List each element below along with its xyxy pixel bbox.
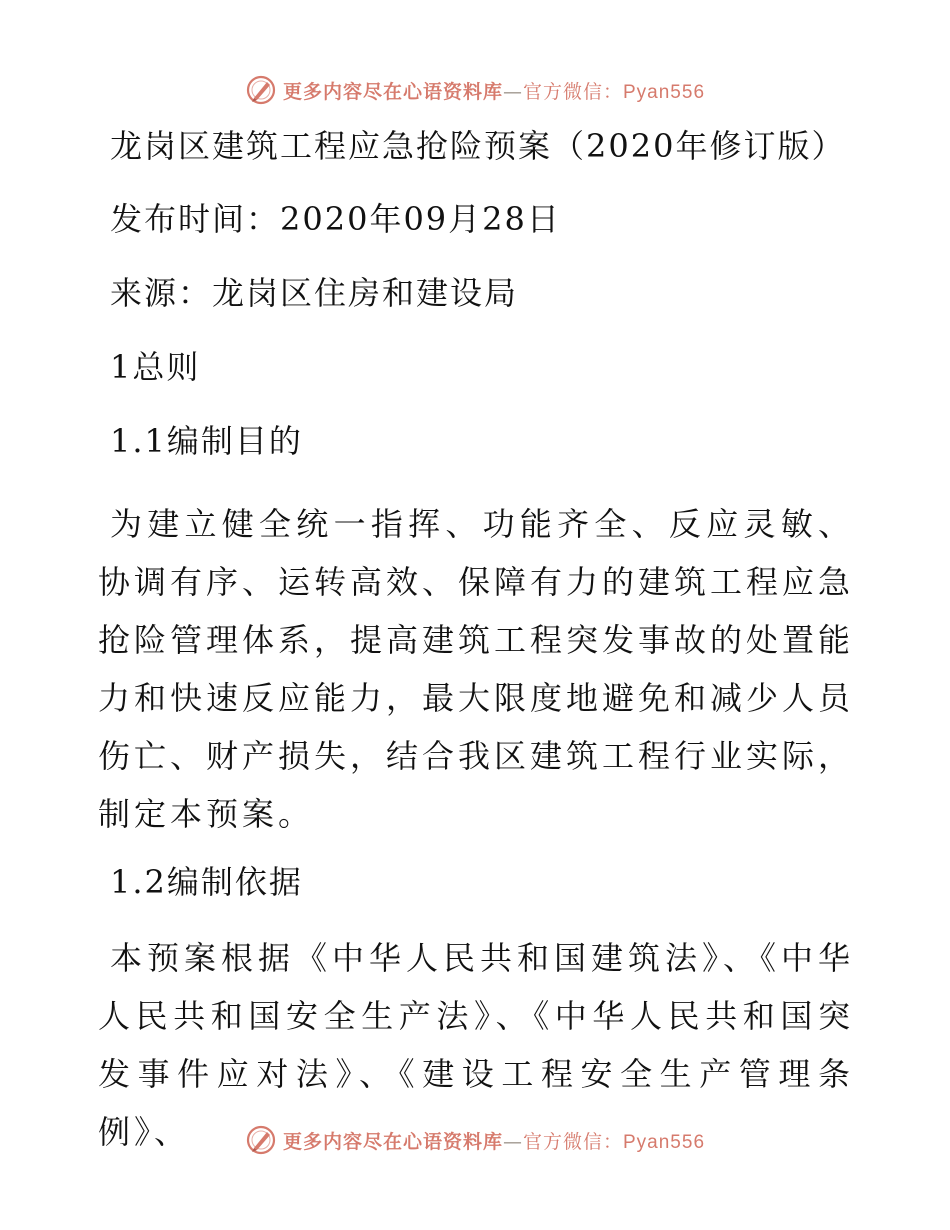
watermark-content [245, 74, 705, 106]
watermark-brand: 更多内容尽在心语资料库 [282, 80, 503, 103]
quill-pen-seal-icon [245, 74, 277, 106]
document-source: 来源：龙岗区住房和建设局 [110, 274, 519, 312]
footer-watermark [0, 1120, 950, 1160]
document-title: 龙岗区建筑工程应急抢险预案（2020年修订版） [110, 127, 846, 165]
watermark-contact: 官方微信：Pyan556 [523, 1131, 706, 1153]
section-heading-1-2: 1.2编制依据 [110, 863, 303, 901]
section-heading-1: 1总则 [110, 348, 201, 386]
section-heading-1-1: 1.1编制目的 [110, 422, 303, 460]
watermark-separator: — [503, 80, 523, 103]
watermark-text [283, 1127, 705, 1154]
watermark-content [245, 1124, 705, 1156]
watermark-text [283, 77, 705, 104]
watermark-brand: 更多内容尽在心语资料库 [282, 1130, 503, 1153]
quill-pen-seal-icon [245, 1124, 277, 1156]
publish-time: 发布时间：2020年09月28日 [110, 200, 561, 238]
paragraph-basis: 本预案根据《中华人民共和国建筑法》、《中华人民共和国安全生产法》、《中华人民共和国突发事件应对法》、《建设工程安全生产管理条例》、 [98, 939, 854, 1151]
watermark-contact: 官方微信：Pyan556 [523, 81, 706, 103]
header-watermark [0, 70, 950, 110]
paragraph-purpose: 为建立健全统一指挥、功能齐全、反应灵敏、协调有序、运转高效、保障有力的建筑工程应急抢险管理体系，提高建筑工程突发事故的处置能力和快速反应能力，最大限度地避免和减少人员伤亡、财产损失，结合我区建筑工程行业实际，制定本预案。 [98, 505, 855, 833]
watermark-separator: — [503, 1130, 523, 1153]
